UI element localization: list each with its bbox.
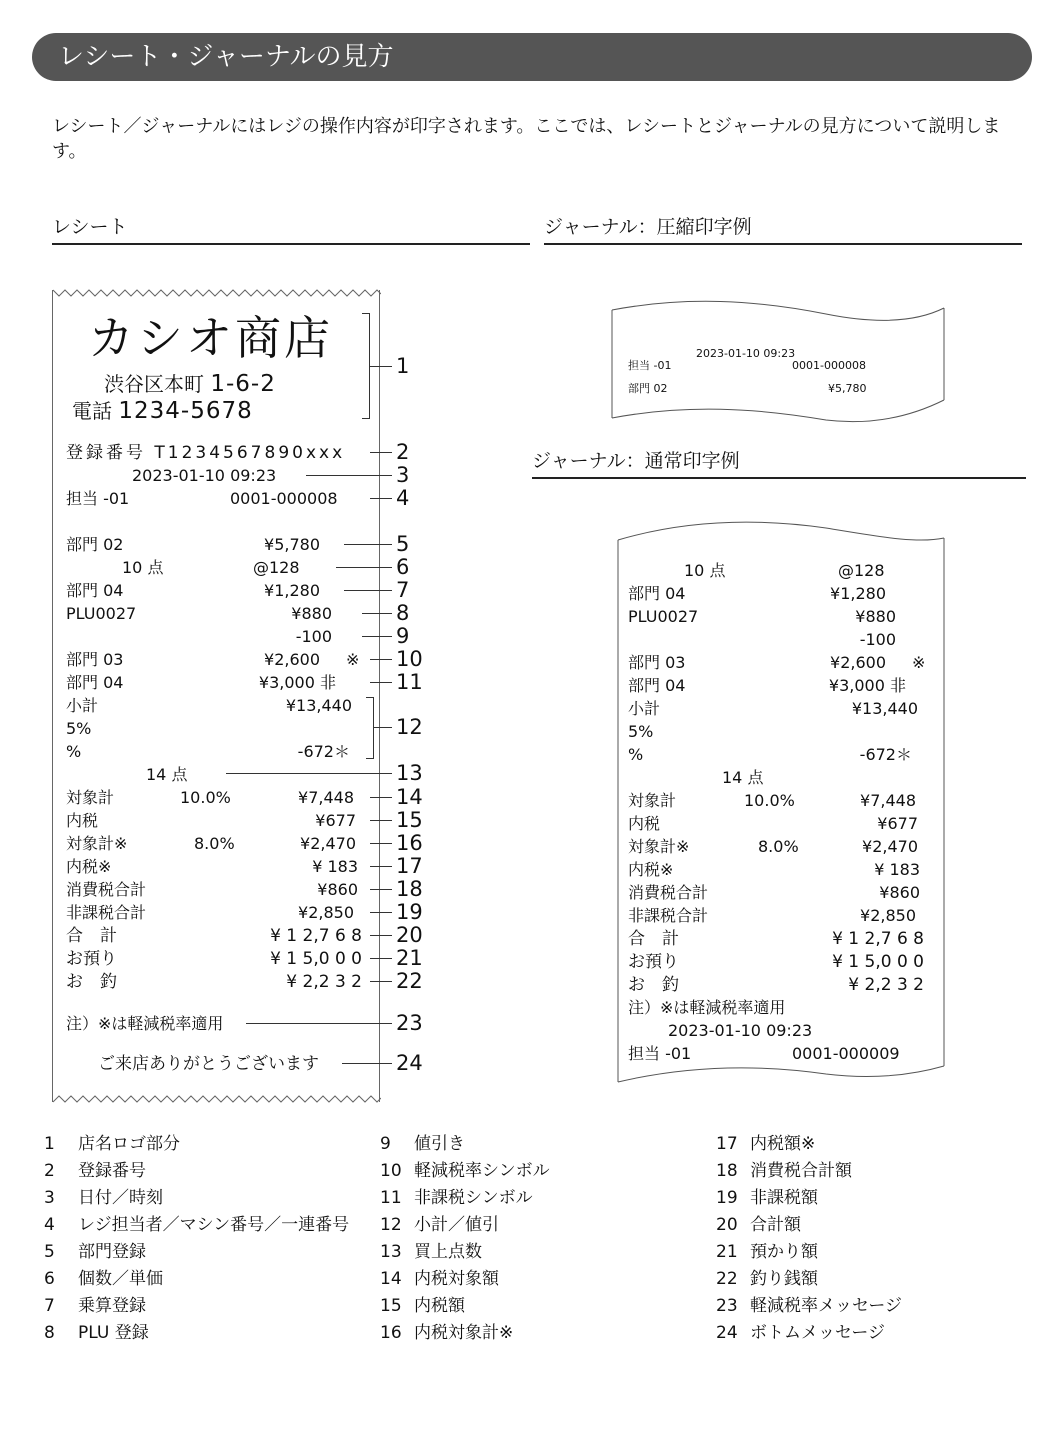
jn-line-value: ¥677	[877, 814, 918, 833]
receipt-line-label: 部門 03	[66, 650, 124, 669]
legend-item: 3 日付／時刻	[44, 1188, 163, 1208]
receipt-line-value: ¥ 2,2 3 2	[286, 972, 362, 992]
jc-dept: 部門 02	[628, 382, 668, 395]
store-name: カシオ商店	[88, 311, 333, 365]
page-title: レシート・ジャーナルの見方	[32, 33, 1032, 81]
callout-number: 9	[396, 624, 410, 648]
receipt-line-label: 部門 04	[66, 581, 124, 600]
receipt-line-label: 部門 02	[66, 535, 124, 554]
leader-line	[370, 981, 392, 982]
receipt-line-rate: 10.0%	[180, 788, 231, 807]
jn-line-value: ¥ 1 2,7 6 8	[832, 929, 924, 949]
receipt-note: 注）※は軽減税率適用	[66, 1014, 224, 1033]
jn-line-label: 14 点	[722, 768, 764, 787]
receipt-line-value: ¥3,000 非	[258, 673, 336, 692]
intro-text: レシート／ジャーナルにはレジの操作内容が印字されます。ここでは、レシートとジャーナルの見方について説明します。	[52, 116, 1001, 162]
receipt-line-label: お預り	[66, 949, 117, 969]
callout-number: 2	[396, 440, 410, 464]
jn-machine: 0001-000009	[792, 1044, 900, 1063]
jn-reduced-mark: ※	[912, 653, 926, 672]
section-journal-compressed-divider	[544, 243, 1022, 245]
jn-line-rate: 10.0%	[744, 791, 795, 810]
receipt-line-value: ¥7,448	[298, 788, 354, 807]
leader-line	[370, 498, 392, 499]
jn-datetime: 2023-01-10 09:23	[668, 1021, 813, 1040]
jn-line-value: -100	[859, 630, 896, 649]
receipt-line-label: 部門 04	[66, 673, 124, 692]
leader-line	[306, 475, 392, 476]
callout-number: 10	[396, 647, 423, 671]
leader-line	[226, 773, 392, 774]
legend-item: 24 ボトムメッセージ	[716, 1323, 885, 1343]
legend-item: 21 預かり額	[716, 1242, 818, 1262]
jn-line-label: PLU0027	[628, 607, 699, 626]
jn-line-value: ¥860	[879, 883, 920, 902]
legend-item: 12 小計／値引	[380, 1215, 499, 1235]
leader-line	[344, 544, 392, 545]
leader-line	[370, 935, 392, 936]
receipt-clerk: 担当 -01	[66, 489, 130, 508]
receipt-line-label: 消費税合計	[66, 880, 147, 899]
receipt-line-label: 対象計※	[66, 834, 128, 853]
receipt-bottom-message: ご来店ありがとうございます	[98, 1054, 319, 1074]
bracket-12	[366, 697, 374, 759]
jn-line-value: ¥ 183	[874, 860, 920, 879]
legend-item: 23 軽減税率メッセージ	[716, 1296, 902, 1316]
jn-line-value: @128	[838, 561, 885, 580]
jc-clerk: 担当 -01	[628, 359, 672, 372]
receipt-line-value: ¥860	[317, 880, 358, 899]
jn-line-label: %	[628, 745, 644, 764]
leader-line	[336, 567, 392, 568]
receipt-line-label: 5%	[66, 719, 92, 738]
leader-line	[246, 1023, 392, 1024]
section-journal-normal-divider	[532, 477, 1026, 479]
receipt-line-label: PLU0027	[66, 604, 137, 623]
receipt-line-value: -672＊	[297, 742, 350, 761]
legend-item: 7 乗算登録	[44, 1296, 146, 1316]
jn-clerk: 担当 -01	[628, 1044, 692, 1063]
jn-line-rate: 8.0%	[758, 837, 799, 856]
callout-number: 23	[396, 1011, 423, 1035]
legend-item: 6 個数／単価	[44, 1269, 163, 1289]
receipt-line-rate: 8.0%	[194, 834, 235, 853]
callout-number: 17	[396, 854, 423, 878]
receipt-bottom-edge	[53, 1094, 381, 1104]
leader-line	[370, 452, 392, 453]
section-receipt-label: レシート	[52, 216, 128, 238]
callout-number: 21	[396, 946, 423, 970]
receipt-line-label: お 釣	[66, 972, 117, 992]
jn-line-value: ¥880	[855, 607, 896, 626]
callout-number: 19	[396, 900, 423, 924]
jn-line-label: 5%	[628, 722, 654, 741]
legend-item: 1 店名ロゴ部分	[44, 1134, 180, 1154]
legend-item: 4 レジ担当者／マシン番号／一連番号	[44, 1215, 350, 1235]
section-journal-normal-label: ジャーナル：通常印字例	[532, 450, 740, 472]
leader-line	[344, 590, 392, 591]
store-tel: 電話 1234-5678	[72, 398, 253, 424]
callout-number: 4	[396, 486, 410, 510]
legend-item: 20 合計額	[716, 1215, 801, 1235]
jn-line-label: 消費税合計	[628, 883, 709, 902]
legend-item: 5 部門登録	[44, 1242, 146, 1262]
section-journal-compressed-label: ジャーナル：圧縮印字例	[544, 216, 752, 238]
legend-item: 9 値引き	[380, 1134, 465, 1154]
callout-number: 20	[396, 923, 423, 947]
jn-line-value: ¥2,470	[862, 837, 918, 856]
jc-value: ¥5,780	[828, 382, 867, 395]
receipt-line-value: ¥2,600	[264, 650, 320, 669]
callout-number: 14	[396, 785, 423, 809]
receipt-line-label: 内税	[66, 811, 99, 830]
reduced-tax-mark: ※	[346, 650, 360, 669]
receipt-line-value: ¥2,850	[298, 903, 354, 922]
jn-line-value: ¥3,000 非	[828, 676, 906, 695]
legend-item: 14 内税対象額	[380, 1269, 499, 1289]
receipt-line-label: 10 点	[122, 558, 164, 577]
jn-line-label: 対象計※	[628, 837, 690, 856]
callout-number: 13	[396, 761, 423, 785]
callout-number: 11	[396, 670, 423, 694]
legend-item: 18 消費税合計額	[716, 1161, 852, 1181]
section-receipt-divider	[52, 243, 530, 245]
receipt-line-label: 対象計	[66, 788, 115, 807]
callout-number: 18	[396, 877, 423, 901]
jc-datetime: 2023-01-10 09:23	[696, 347, 796, 360]
receipt-line-value: ¥880	[291, 604, 332, 623]
legend-item: 22 釣り銭額	[716, 1269, 818, 1289]
jn-line-value: -672＊	[859, 745, 912, 764]
jn-line-label: 非課税合計	[628, 906, 709, 925]
leader-line	[362, 613, 392, 614]
receipt-line-value: ¥ 1 2,7 6 8	[270, 926, 362, 946]
leader-line	[370, 820, 392, 821]
callout-number: 7	[396, 578, 410, 602]
callout-number: 15	[396, 808, 423, 832]
legend-item: 11 非課税シンボル	[380, 1188, 533, 1208]
leader-line	[374, 727, 392, 728]
receipt-machine: 0001-000008	[230, 489, 338, 508]
receipt-line-value: ¥13,440	[285, 696, 352, 715]
callout-number: 16	[396, 831, 423, 855]
leader-line	[362, 636, 392, 637]
jn-line-label: 部門 04	[628, 584, 686, 603]
receipt-line-value: ¥ 1 5,0 0 0	[270, 949, 362, 969]
jn-line-value: ¥13,440	[851, 699, 918, 718]
jn-line-label: 部門 03	[628, 653, 686, 672]
receipt-line-label: 合 計	[66, 926, 117, 946]
jn-line-value: ¥1,280	[830, 584, 886, 603]
legend-item: 2 登録番号	[44, 1161, 146, 1181]
callout-number: 5	[396, 532, 410, 556]
leader-line	[370, 889, 392, 890]
jn-line-label: お 釣	[628, 975, 679, 995]
leader-line	[370, 958, 392, 959]
receipt-line-label: 非課税合計	[66, 903, 147, 922]
store-address: 渋谷区本町 1-6-2	[104, 371, 276, 397]
receipt-line-label: 14 点	[146, 765, 188, 784]
jn-line-label: 10 点	[684, 561, 726, 580]
jn-line-value: ¥ 2,2 3 2	[848, 975, 924, 995]
jn-line-label: 対象計	[628, 791, 677, 810]
receipt-datetime: 2023-01-10 09:23	[132, 466, 277, 485]
receipt-line-label: 小計	[66, 696, 99, 715]
leader-line	[370, 912, 392, 913]
legend-item: 15 内税額	[380, 1296, 465, 1316]
leader-line	[342, 1063, 392, 1064]
receipt-line-label: %	[66, 742, 82, 761]
reg-number: 登録番号 T1234567890xxx	[66, 443, 346, 463]
leader-line	[370, 366, 392, 367]
receipt-line-value: ¥5,780	[264, 535, 320, 554]
leader-line	[370, 866, 392, 867]
leader-line	[370, 682, 392, 683]
jn-line-value: ¥2,600	[830, 653, 886, 672]
leader-line	[370, 797, 392, 798]
jn-line-label: 部門 04	[628, 676, 686, 695]
legend-item: 13 買上点数	[380, 1242, 482, 1262]
callout-number: 8	[396, 601, 410, 625]
callout-number: 12	[396, 715, 423, 739]
legend-item: 17 内税額※	[716, 1134, 816, 1154]
jc-machine: 0001-000008	[792, 359, 866, 372]
leader-line	[370, 659, 392, 660]
receipt-line-value: ¥677	[315, 811, 356, 830]
jn-line-label: 合 計	[628, 929, 679, 949]
callout-number: 6	[396, 555, 410, 579]
legend-item: 10 軽減税率シンボル	[380, 1161, 550, 1181]
receipt-line-value: -100	[295, 627, 332, 646]
jn-line-value: ¥ 1 5,0 0 0	[832, 952, 924, 972]
receipt-line-value: ¥2,470	[300, 834, 356, 853]
jn-line-label: 内税※	[628, 860, 674, 879]
jn-line-value: ¥2,850	[860, 906, 916, 925]
jn-line-label: 小計	[628, 699, 661, 718]
receipt-top-edge	[53, 288, 381, 298]
bracket-1	[362, 313, 370, 419]
callout-number: 1	[396, 354, 410, 378]
callout-number: 22	[396, 969, 423, 993]
receipt-line-value: ¥ 183	[312, 857, 358, 876]
jn-line-label: お預り	[628, 952, 679, 972]
legend-item: 19 非課税額	[716, 1188, 818, 1208]
receipt-line-value: ¥1,280	[264, 581, 320, 600]
legend-item: 8 PLU 登録	[44, 1323, 149, 1343]
callout-number: 3	[396, 463, 410, 487]
callout-number: 24	[396, 1051, 423, 1075]
legend-item: 16 内税対象計※	[380, 1323, 514, 1343]
jn-line-value: ¥7,448	[860, 791, 916, 810]
jn-line-label: 内税	[628, 814, 661, 833]
receipt-line-value: @128	[253, 558, 300, 577]
leader-line	[370, 843, 392, 844]
jn-note: 注）※は軽減税率適用	[628, 998, 786, 1017]
receipt-line-label: 内税※	[66, 857, 112, 876]
